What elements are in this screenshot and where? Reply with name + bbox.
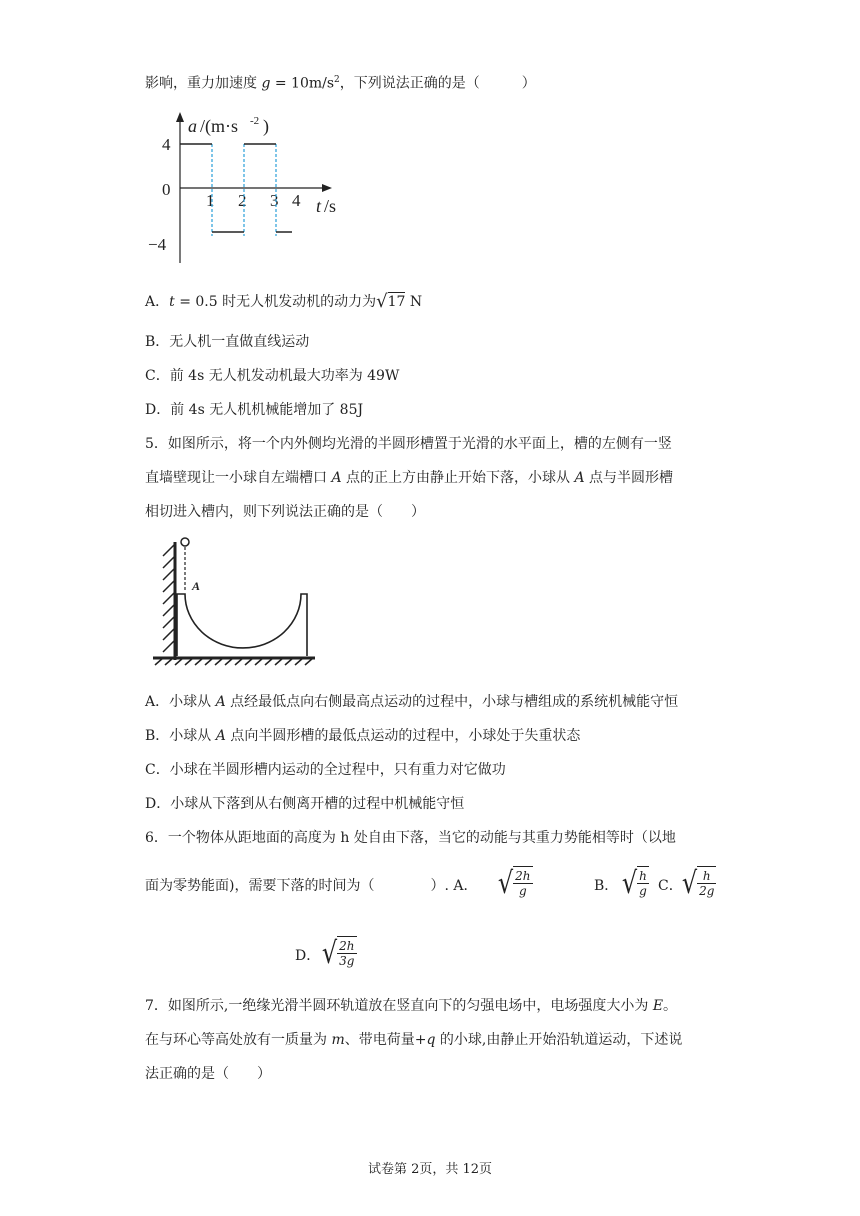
q4-option-b: B．无人机一直做直线运动 xyxy=(145,334,310,350)
q4-option-a: A．t = 0.5 时无人机发动机的动力为 √ 17 N xyxy=(145,291,423,312)
q6-option-b-label: B． xyxy=(594,878,619,894)
q4-option-d: D．前 4s 无人机机械能增加了 85J xyxy=(145,402,364,418)
y-tick-4: 4 xyxy=(162,135,171,154)
y-axis-unit-close: ) xyxy=(263,116,269,136)
y-axis-unit: /(m·s xyxy=(200,116,238,136)
q6-option-d-label: D． xyxy=(295,948,321,964)
q7-stem-line2: 在与环心等高处放有一质量为 m、带电荷量+q 的小球,由静止开始沿轨道运动，下述说 xyxy=(145,1032,683,1048)
y-axis-label: a xyxy=(188,116,197,136)
q5-option-c: C．小球在半圆形槽内运动的全过程中，只有重力对它做功 xyxy=(145,762,506,778)
q4-option-c: C．前 4s 无人机发动机最大功率为 49W xyxy=(145,368,400,384)
x-tick-1: 1 xyxy=(206,191,215,210)
q6-stem-line1: 6．一个物体从距地面的高度为 h 处自由下落，当它的动能与其重力势能相等时（以地 xyxy=(145,830,676,846)
q7-stem-line3: 法正确的是（ ） xyxy=(145,1066,271,1082)
sqrt-17: √ 17 xyxy=(376,291,406,312)
page-footer: 试卷第 2页，共 12页 xyxy=(367,1162,493,1177)
q7-stem-line1: 7．如图所示,一绝缘光滑半圆环轨道放在竖直向下的匀强电场中，电场强度大小为 E。 xyxy=(145,998,678,1014)
y-axis-unit-exp: -2 xyxy=(250,115,260,127)
q6-option-c-label: C． xyxy=(658,878,683,894)
wall-hatching xyxy=(163,544,175,652)
x-axis-arrow xyxy=(322,184,332,192)
x-axis-label: t xyxy=(316,196,322,216)
x-axis-unit: /s xyxy=(324,196,337,216)
point-a-label: A xyxy=(192,579,201,593)
acceleration-chart xyxy=(140,108,360,278)
ball xyxy=(181,538,189,546)
q5-option-a: A．小球从 A 点经最低点向右侧最高点运动的过程中，小球与槽组成的系统机械能守恒 xyxy=(145,694,679,710)
q6-option-c-expr: √ $\frac{h}{2g}$ xyxy=(681,866,715,901)
x-tick-4: 4 xyxy=(292,191,301,210)
q5-stem-line1: 5．如图所示，将一个内外侧均光滑的半圆形槽置于光滑的水平面上，槽的左侧有一竖 xyxy=(145,436,672,452)
y-axis-arrow xyxy=(176,112,184,122)
q5-stem-line3: 相切进入槽内，则下列说法正确的是（ ） xyxy=(145,504,425,520)
x-tick-3: 3 xyxy=(270,191,279,210)
q6-option-d-expr: √ $\frac{2h}{3g}$ xyxy=(321,936,355,971)
q6-option-b-expr: √ $\frac{h}{g}$ xyxy=(621,866,647,901)
y-tick-neg4: −4 xyxy=(148,235,167,254)
q6-stem-line2: 面为零势能面)，需要下落的时间为（ ）. A． xyxy=(145,878,478,894)
y-tick-0: 0 xyxy=(162,180,171,199)
q5-option-b: B．小球从 A 点向半圆形槽的最低点运动的过程中，小球处于失重状态 xyxy=(145,728,581,744)
semicircle-groove-figure xyxy=(145,532,320,667)
q5-option-d: D．小球从下落到从右侧离开槽的过程中机械能守恒 xyxy=(145,796,465,812)
q5-stem-line2: 直墙壁现让一小球自左端槽口 A 点的正上方由静止开始下落，小球从 A 点与半圆形槽 xyxy=(145,470,674,486)
q6-option-a-expr: √ $\frac{2h}{g}$ xyxy=(497,866,531,901)
semicircle-groove xyxy=(177,594,307,656)
x-tick-2: 2 xyxy=(238,191,247,210)
q4-intro: 影响，重力加速度 $g = 10m/s^2$，下列说法正确的是（ ） xyxy=(145,75,536,92)
